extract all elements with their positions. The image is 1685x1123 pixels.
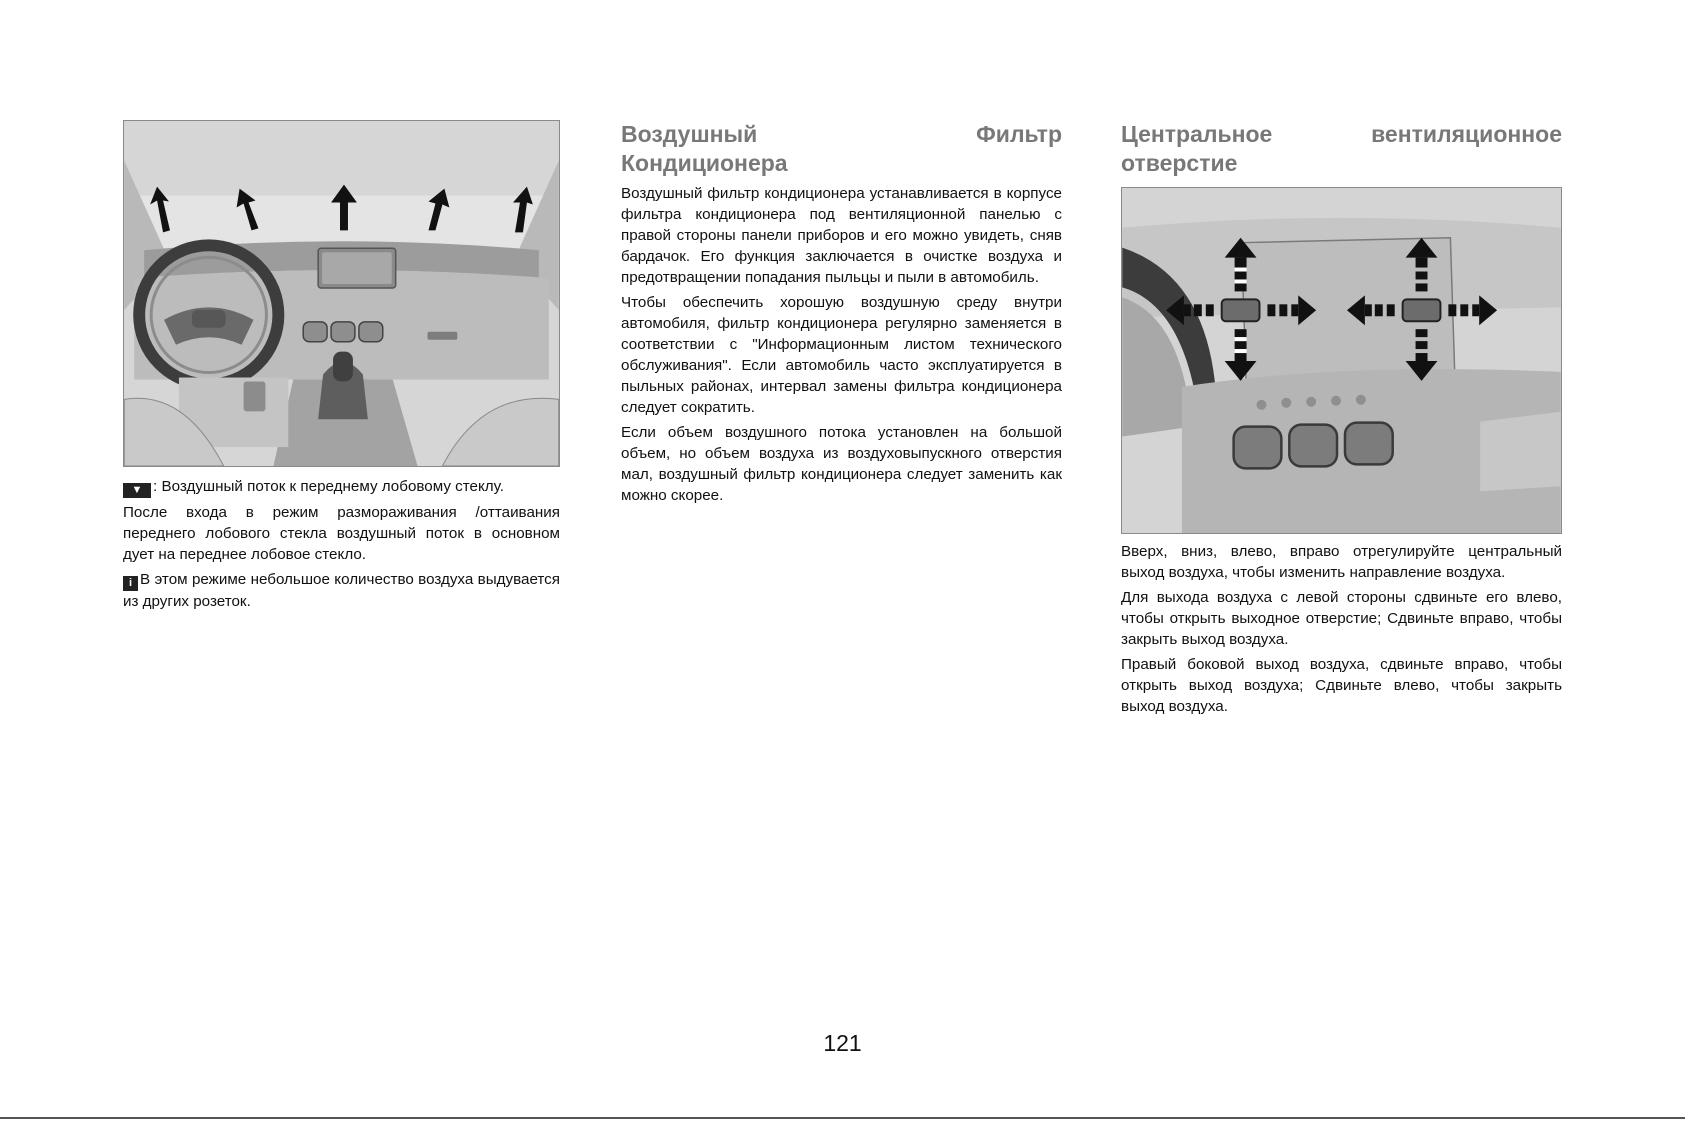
section-title-air-filter: Воздушный Фильтр Кондиционера: [621, 121, 1062, 176]
bottom-divider: [0, 1117, 1685, 1119]
right-column: [1121, 120, 1562, 721]
air-filter-paragraph: Если объем воздушного потока установлен на большой объем, но объем воздуха из воздуховыпускного отверстия мал, воздушный фильтр кондиционера следует заменить как можно скорее.: [621, 424, 1062, 504]
defrost-note: i В этом режиме небольшое количество воздуха выдувается из других розеток.: [123, 571, 560, 610]
central-vent-illustration: [1121, 187, 1562, 534]
vent-paragraph: Для выхода воздуха с левой стороны сдвиньте его влево, чтобы открыть выходное отверстие; Сдвиньте вправо, чтобы закрыть выход воздуха.: [1121, 589, 1562, 648]
defrost-paragraph: После входа в режим размораживания /оттаивания переднего лобового стекла воздушный поток в основном дует на переднее лобовое стекло.: [123, 504, 560, 563]
defrost-caption: ▼ : Воздушный поток к переднему лобовому стеклу.: [123, 476, 560, 498]
page-number: 121: [823, 1030, 862, 1056]
air-vent-icon: [1234, 423, 1393, 469]
info-icon: i: [123, 576, 138, 591]
defrost-airflow-diagram: [124, 121, 559, 466]
air-filter-paragraph: Чтобы обеспечить хорошую воздушную среду внутри автомобиля, фильтр кондиционера регулярно заменяется в соответствии с "Информационным листом технического обслуживания". Если автомобиль часто эксплуатируется в пыльных районах, интервал замены фильтра кондиционера следует сократить.: [621, 294, 1062, 416]
air-filter-paragraph: Воздушный фильтр кондиционера устанавливается в корпусе фильтра кондиционера под вентиляционной панелью с правой стороны панели приборов и его можно увидеть, сняв бардачок. Его функция заключается в очистке воздуха и предотвращении попадания пыльцы и пыли в автомобиль.: [621, 185, 1062, 286]
windshield-defrost-illustration: [123, 120, 560, 467]
section-title-central-vent: Центральное вентиляционное отверстие: [1121, 121, 1562, 176]
left-column: [123, 120, 560, 616]
vent-paragraph: Правый боковой выход воздуха, сдвиньте вправо, чтобы открыть выход воздуха; Сдвиньте влево, чтобы закрыть выход воздуха.: [1121, 656, 1562, 715]
central-vent-diagram: [1122, 188, 1561, 533]
middle-column: [621, 120, 1062, 510]
vent-paragraph: Вверх, вниз, влево, вправо отрегулируйте центральный выход воздуха, чтобы изменить направление воздуха.: [1121, 543, 1562, 581]
defrost-mode-icon: ▼: [123, 483, 151, 498]
